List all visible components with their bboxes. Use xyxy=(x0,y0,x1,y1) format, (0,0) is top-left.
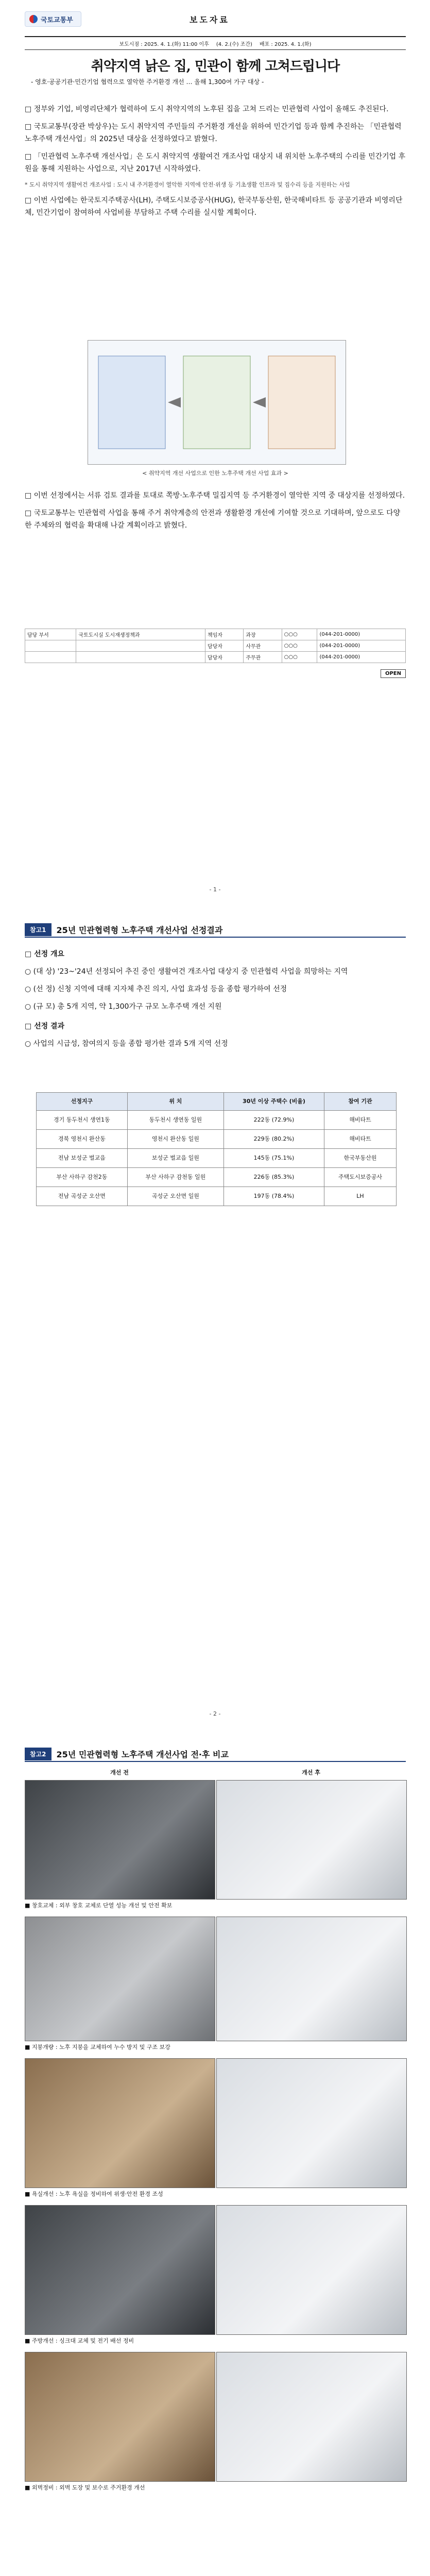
contact-cell: 사무관 xyxy=(244,640,282,652)
section2-title-bar xyxy=(25,1747,406,1762)
table-cell: 해비타트 xyxy=(324,1130,396,1149)
contact-row xyxy=(25,652,406,663)
ministry-name: 국토교통부 xyxy=(41,16,73,24)
contact-cell: 주무관 xyxy=(244,652,282,663)
headline: 취약지역 낡은 집, 민관이 함께 고쳐드립니다 xyxy=(91,59,340,74)
before-photo-kitchen xyxy=(25,2205,215,2335)
release-time: 보도시점 : 2025. 4. 1.(화) 11:00 이후 xyxy=(119,41,209,47)
table-row xyxy=(37,1149,397,1168)
before-label: 개선 전 xyxy=(110,1769,129,1776)
body-section-2 xyxy=(25,489,406,537)
subline: - 영호·공공기관·민간기업 협력으로 열악한 주거환경 개선 … 올해 1,300여 가구 대상 - xyxy=(31,78,264,86)
table-cell: 해비타트 xyxy=(324,1111,396,1130)
section2-title: 25년 민관협력형 노후주택 개선사업 전·후 비교 xyxy=(56,1749,229,1759)
header xyxy=(25,11,406,32)
ministry-emblem-icon xyxy=(29,15,38,23)
effect-diagram xyxy=(88,341,346,464)
section1-item: ○ (대 상) '23~'24년 선정되어 추진 중인 생활여건 개조사업 대상지 중 민관협력 사업을 희망하는 지역 xyxy=(25,968,348,976)
before-photo-roof xyxy=(25,1917,215,2041)
body-section xyxy=(25,103,406,224)
table-cell: 229동 (80.2%) xyxy=(224,1130,324,1149)
page-number: - 2 - xyxy=(209,1710,221,1717)
contact-cell: ○○○ xyxy=(282,640,317,652)
selection-table xyxy=(36,1092,397,1206)
before-photo-bath xyxy=(25,2058,215,2188)
table-row xyxy=(37,1130,397,1149)
section2-badge: 참고2 xyxy=(25,1748,51,1760)
contact-cell xyxy=(76,652,205,663)
contact-row xyxy=(25,640,406,652)
release-distribution: 배포 : 2025. 4. 1.(화) xyxy=(259,41,312,47)
body-paragraph: □ 국토교통부(장관 박상우)는 도시 취약지역 주민들의 주거환경 개선을 위하여 민간기업 등과 함께 추진하는 「민관협력 노후주택 개선사업」의 2025년 대상을 선정하였다고 밝혔다. xyxy=(25,123,402,143)
body-paragraph: □ 「민관협력 노후주택 개선사업」은 도시 취약지역 생활여건 개조사업 대상지 내 위치한 노후주택의 수리를 민간기업 후원을 통해 지원하는 사업으로, 지난 2017년 시작하였다. xyxy=(25,152,406,173)
table-cell: 부산 사하구 감천2동 xyxy=(37,1168,128,1187)
table-cell: LH xyxy=(324,1187,396,1206)
ministry-logo xyxy=(25,11,81,27)
contact-cell: 책임자 xyxy=(205,629,244,640)
table-cell: 보성군 벌교읍 일원 xyxy=(127,1149,223,1168)
table-cell: 주택도시보증공사 xyxy=(324,1168,396,1187)
section1-overview xyxy=(25,948,406,1055)
contact-cell: 과장 xyxy=(244,629,282,640)
photo-caption: ■ 창호교체 : 외부 창호 교체로 단열 성능 개선 및 안전 확보 xyxy=(25,1902,173,1909)
table-cell: 한국부동산원 xyxy=(324,1149,396,1168)
table-header: 선정지구 xyxy=(37,1093,128,1111)
section1-title-bar xyxy=(25,922,406,938)
open-license-badge: OPEN xyxy=(381,669,406,678)
table-header: 참여 기관 xyxy=(324,1093,396,1111)
contact-cell: 담당자 xyxy=(205,640,244,652)
body-paragraph: □ 이번 선정에서는 서류 검토 결과를 토대로 쪽방·노후주택 밀집지역 등 주거환경이 열악한 지역 중 대상지를 선정하였다. xyxy=(25,492,405,500)
contact-cell: ○○○ xyxy=(282,652,317,663)
contact-cell: (044-201-0000) xyxy=(317,640,406,652)
contact-row xyxy=(25,629,406,640)
before-photo-window xyxy=(25,1780,215,1900)
table-cell: 전남 곡성군 오산면 xyxy=(37,1187,128,1206)
table-row xyxy=(37,1168,397,1187)
photo-caption: ■ 욕실개선 : 노후 욕실을 정비하여 위생·안전 환경 조성 xyxy=(25,2191,163,2197)
page-number: - 1 - xyxy=(209,886,221,893)
release-print: (4. 2.(수) 조간) xyxy=(216,41,252,47)
body-paragraph: □ 정부와 기업, 비영리단체가 협력하여 도시 취약지역의 노후된 집을 고쳐 드리는 민관협력 사업이 올해도 추진된다. xyxy=(25,105,389,113)
figure-caption: < 취약지역 개선 사업으로 인한 노후주택 개선 사업 효과 > xyxy=(142,470,288,477)
contact-cell: ○○○ xyxy=(282,629,317,640)
table-row xyxy=(37,1111,397,1130)
contact-cell xyxy=(76,640,205,652)
photo-caption: ■ 외벽정비 : 외벽 도장 및 보수로 주거환경 개선 xyxy=(25,2484,145,2491)
table-cell: 226동 (85.3%) xyxy=(224,1168,324,1187)
table-cell: 곡성군 오산면 일원 xyxy=(127,1187,223,1206)
doc-type-label: 보도자료 xyxy=(190,15,230,25)
photo-caption: ■ 지붕개량 : 노후 지붕을 교체하여 누수 방지 및 구조 보강 xyxy=(25,2044,170,2050)
after-photo-kitchen xyxy=(216,2205,407,2335)
body-note: * 도시 취약지역 생활여건 개조사업 : 도시 내 주거환경이 열악한 지역에 안전·위생 등 기초생활 인프라 및 집수리 등을 지원하는 사업 xyxy=(25,181,350,188)
section1-item: ○ (규 모) 총 5개 지역, 약 1,300가구 규모 노후주택 개선 지원 xyxy=(25,1003,222,1011)
contact-cell: 담당자 xyxy=(205,652,244,663)
contact-cell xyxy=(25,652,76,663)
table-cell: 부산 사하구 감천동 일원 xyxy=(127,1168,223,1187)
table-row xyxy=(37,1187,397,1206)
after-photo-window xyxy=(216,1780,407,1900)
table-header: 위 치 xyxy=(127,1093,223,1111)
table-cell: 동두천시 생연동 일원 xyxy=(127,1111,223,1130)
after-label: 개선 후 xyxy=(302,1769,320,1776)
section1-result-note: ○ 사업의 시급성, 참여의지 등을 종합 평가한 결과 5개 지역 선정 xyxy=(25,1040,228,1048)
contact-cell: 국토도시실 도시재생정책과 xyxy=(76,629,205,640)
contact-cell xyxy=(25,640,76,652)
table-cell: 145동 (75.1%) xyxy=(224,1149,324,1168)
body-paragraph: □ 국토교통부는 민관협력 사업을 통해 주거 취약계층의 안전과 생활환경 개선에 기여할 것으로 기대하며, 앞으로도 다양한 주체와의 협력을 확대해 나갈 계획이라고 밝혔다. xyxy=(25,509,401,530)
selection-table-wrap xyxy=(36,1092,397,1206)
section1-item: ○ (선 정) 신청 지역에 대해 지자체 추진 의지, 사업 효과성 등을 종합 평가하여 선정 xyxy=(25,985,287,993)
section1-title: 25년 민관협력형 노후주택 개선사업 선정결과 xyxy=(56,925,223,935)
section1-heading: □ 선정 개요 xyxy=(25,950,65,958)
after-photo-wall xyxy=(216,2352,407,2482)
contact-cell: (044-201-0000) xyxy=(317,652,406,663)
after-photo-bath xyxy=(216,2058,407,2188)
photo-caption: ■ 주방개선 : 싱크대 교체 및 전기 배선 정비 xyxy=(25,2337,134,2344)
table-cell: 222동 (72.9%) xyxy=(224,1111,324,1130)
before-photo-wall xyxy=(25,2352,215,2482)
table-cell: 197동 (78.4%) xyxy=(224,1187,324,1206)
table-header-row xyxy=(37,1093,397,1111)
contact-cell: 담당 부서 xyxy=(25,629,76,640)
table-cell: 경북 영천시 완산동 xyxy=(37,1130,128,1149)
body-paragraph: □ 이번 사업에는 한국토지주택공사(LH), 주택도시보증공사(HUG), 한국부동산원, 한국해비타트 등 공공기관과 비영리단체, 민간기업이 참여하여 사업비를 부담하고 주택 수리를 실시할 계획이다. xyxy=(25,196,403,217)
table-header: 30년 이상 주택수 (비율) xyxy=(224,1093,324,1111)
table-cell: 영천시 완산동 일원 xyxy=(127,1130,223,1149)
table-cell: 전남 보성군 벌교읍 xyxy=(37,1149,128,1168)
section1-heading: □ 선정 결과 xyxy=(25,1022,65,1030)
after-photo-roof xyxy=(216,1917,407,2041)
effect-figure xyxy=(88,340,346,465)
release-meta-row xyxy=(25,36,406,50)
table-cell: 경기 동두천시 생연1동 xyxy=(37,1111,128,1130)
contact-table xyxy=(25,629,406,678)
contact-cell: (044-201-0000) xyxy=(317,629,406,640)
section1-badge: 참고1 xyxy=(25,923,51,936)
